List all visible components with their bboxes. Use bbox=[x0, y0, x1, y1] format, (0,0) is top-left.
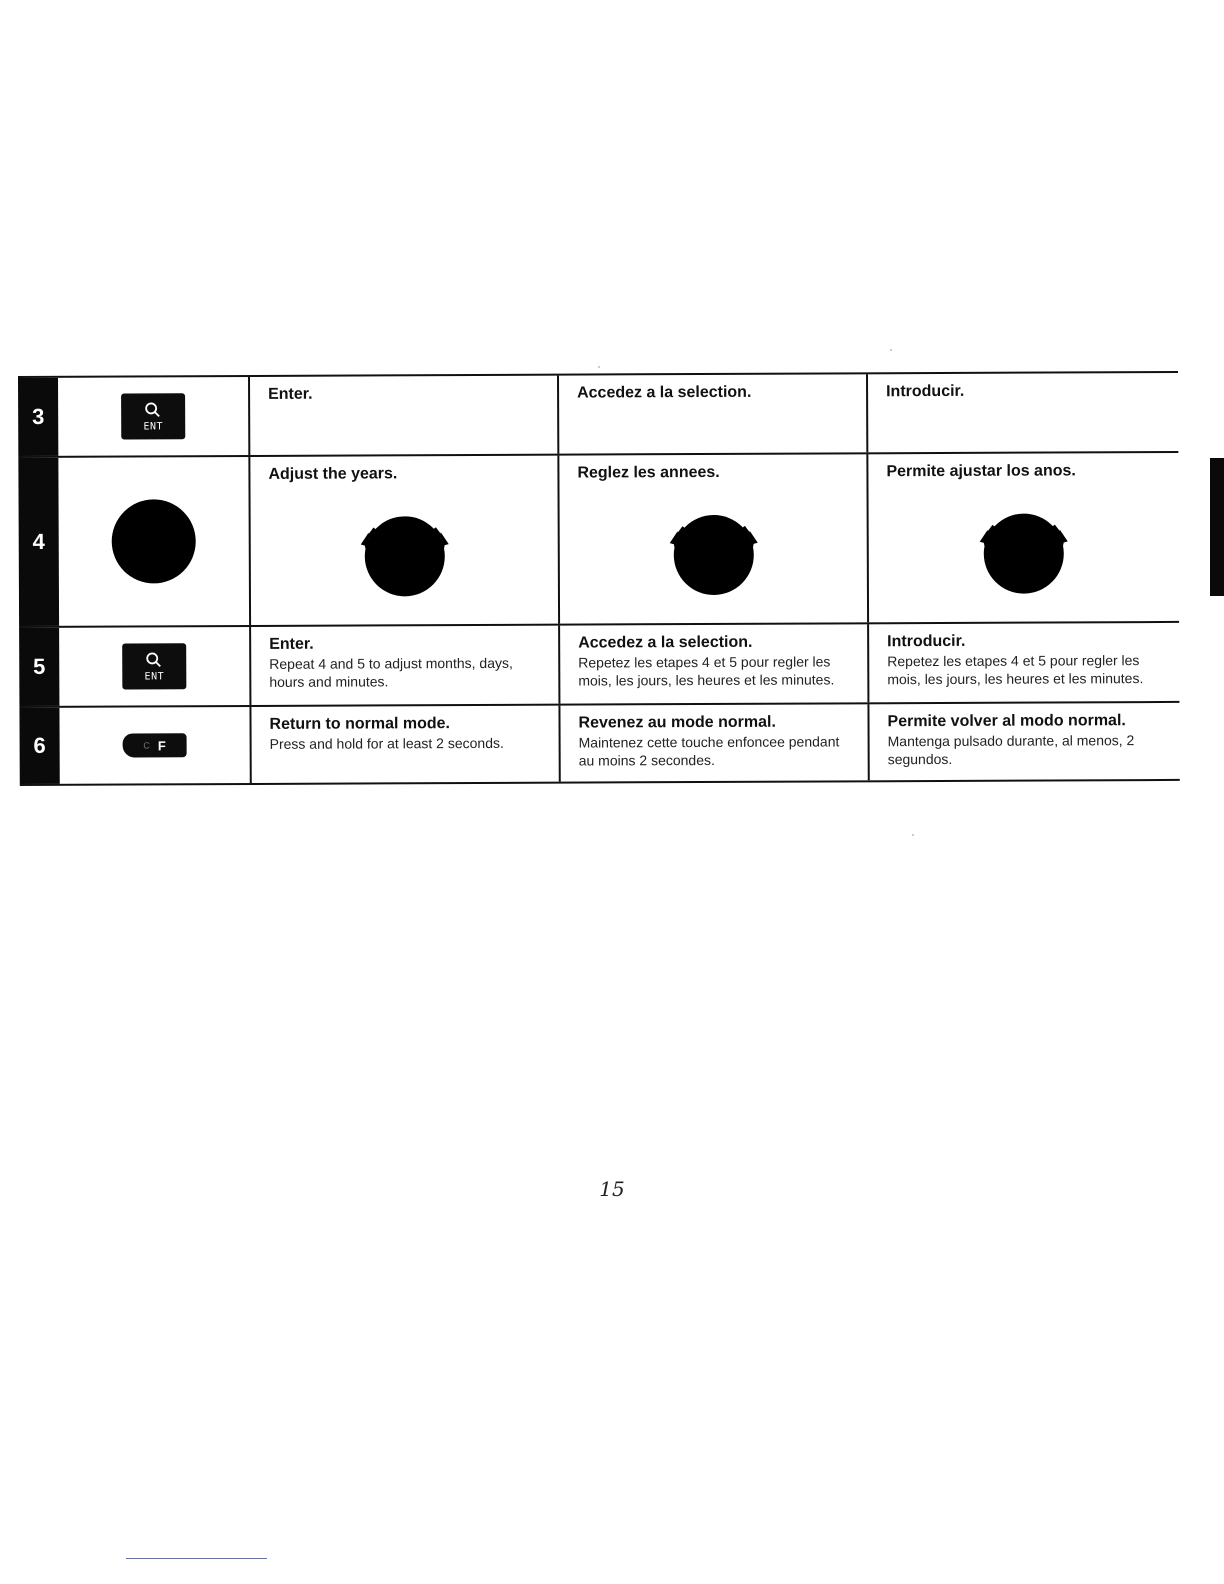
cell-description: Repetez les etapes 4 et 5 pour regler les mois, les jours, les heures et les minutes. bbox=[887, 652, 1144, 688]
cell-spanish bbox=[869, 623, 1178, 702]
step-number-badge: 6 bbox=[19, 708, 59, 784]
scan-speck bbox=[598, 366, 600, 368]
step-row-4 bbox=[18, 451, 1179, 626]
dial-rotate-icon bbox=[663, 507, 763, 597]
cell-title: Introducir. bbox=[886, 382, 965, 401]
cell-spanish bbox=[868, 453, 1178, 622]
cell-description: Repeat 4 and 5 to adjust months, days, hours and minutes. bbox=[269, 654, 513, 690]
cell-title: Accedez a la selection. bbox=[578, 633, 753, 652]
cell-description: Press and hold for at least 2 seconds. bbox=[269, 734, 504, 752]
dial-rotate-icon bbox=[354, 508, 454, 598]
cell-french bbox=[560, 704, 869, 781]
cell-description: Repetez les etapes 4 et 5 pour regler les mois, les jours, les heures et les minutes. bbox=[578, 653, 835, 689]
cell-description: Mantenga pulsado durante, al menos, 2 segundos. bbox=[887, 732, 1135, 768]
cell-title: Permite volver al modo normal. bbox=[887, 712, 1126, 731]
cell-french bbox=[559, 374, 868, 453]
cell-title: Revenez au mode normal. bbox=[578, 713, 776, 732]
magnifier-icon bbox=[143, 400, 163, 420]
steps-table bbox=[18, 371, 1180, 786]
cell-title: Return to normal mode. bbox=[269, 715, 451, 733]
page-number: 15 bbox=[599, 1177, 625, 1201]
cell-description: Maintenez cette touche enfoncee pendant au moins 2 secondes. bbox=[578, 733, 840, 769]
magnifier-icon bbox=[144, 650, 164, 670]
step-number-badge: 5 bbox=[19, 628, 59, 706]
ent-key-icon bbox=[122, 643, 186, 689]
cell-english bbox=[251, 706, 560, 783]
cell-french bbox=[559, 454, 869, 623]
cell-spanish bbox=[869, 703, 1178, 780]
section-tab-marker bbox=[1210, 458, 1224, 596]
cf-key-sub-label: C bbox=[143, 740, 150, 751]
step-row-3 bbox=[18, 371, 1178, 456]
step-icon-cell bbox=[58, 377, 250, 456]
step-row-5 bbox=[19, 621, 1179, 706]
dial-rotate-icon bbox=[973, 505, 1073, 595]
step-number-badge: 4 bbox=[18, 458, 59, 626]
ent-key-icon bbox=[121, 393, 185, 439]
scan-speck bbox=[890, 349, 892, 351]
ent-key-label: ENT bbox=[143, 421, 164, 433]
cell-english bbox=[251, 626, 560, 705]
cf-key-label: F bbox=[157, 737, 166, 753]
cell-title: Enter. bbox=[269, 635, 314, 653]
ent-key-label: ENT bbox=[144, 671, 165, 683]
footer-rule bbox=[126, 1558, 267, 1559]
cell-title: Adjust the years. bbox=[268, 465, 398, 483]
cell-title: Accedez a la selection. bbox=[577, 383, 752, 402]
dial-icon bbox=[112, 499, 196, 583]
step-row-6 bbox=[19, 701, 1179, 786]
cell-title: Introducir. bbox=[887, 632, 966, 651]
cell-spanish bbox=[868, 373, 1177, 452]
cell-english bbox=[250, 456, 560, 625]
cell-english bbox=[250, 376, 559, 455]
step-number-badge: 3 bbox=[18, 378, 58, 456]
cell-title: Reglez les annees. bbox=[577, 463, 720, 482]
cf-key-icon bbox=[123, 733, 187, 757]
scan-speck bbox=[912, 834, 914, 836]
step-icon-cell bbox=[59, 627, 251, 706]
cell-title: Enter. bbox=[268, 385, 313, 403]
step-icon-cell bbox=[58, 457, 251, 626]
cell-french bbox=[560, 624, 869, 703]
cell-title: Permite ajustar los anos. bbox=[886, 462, 1076, 481]
step-icon-cell bbox=[59, 707, 251, 784]
